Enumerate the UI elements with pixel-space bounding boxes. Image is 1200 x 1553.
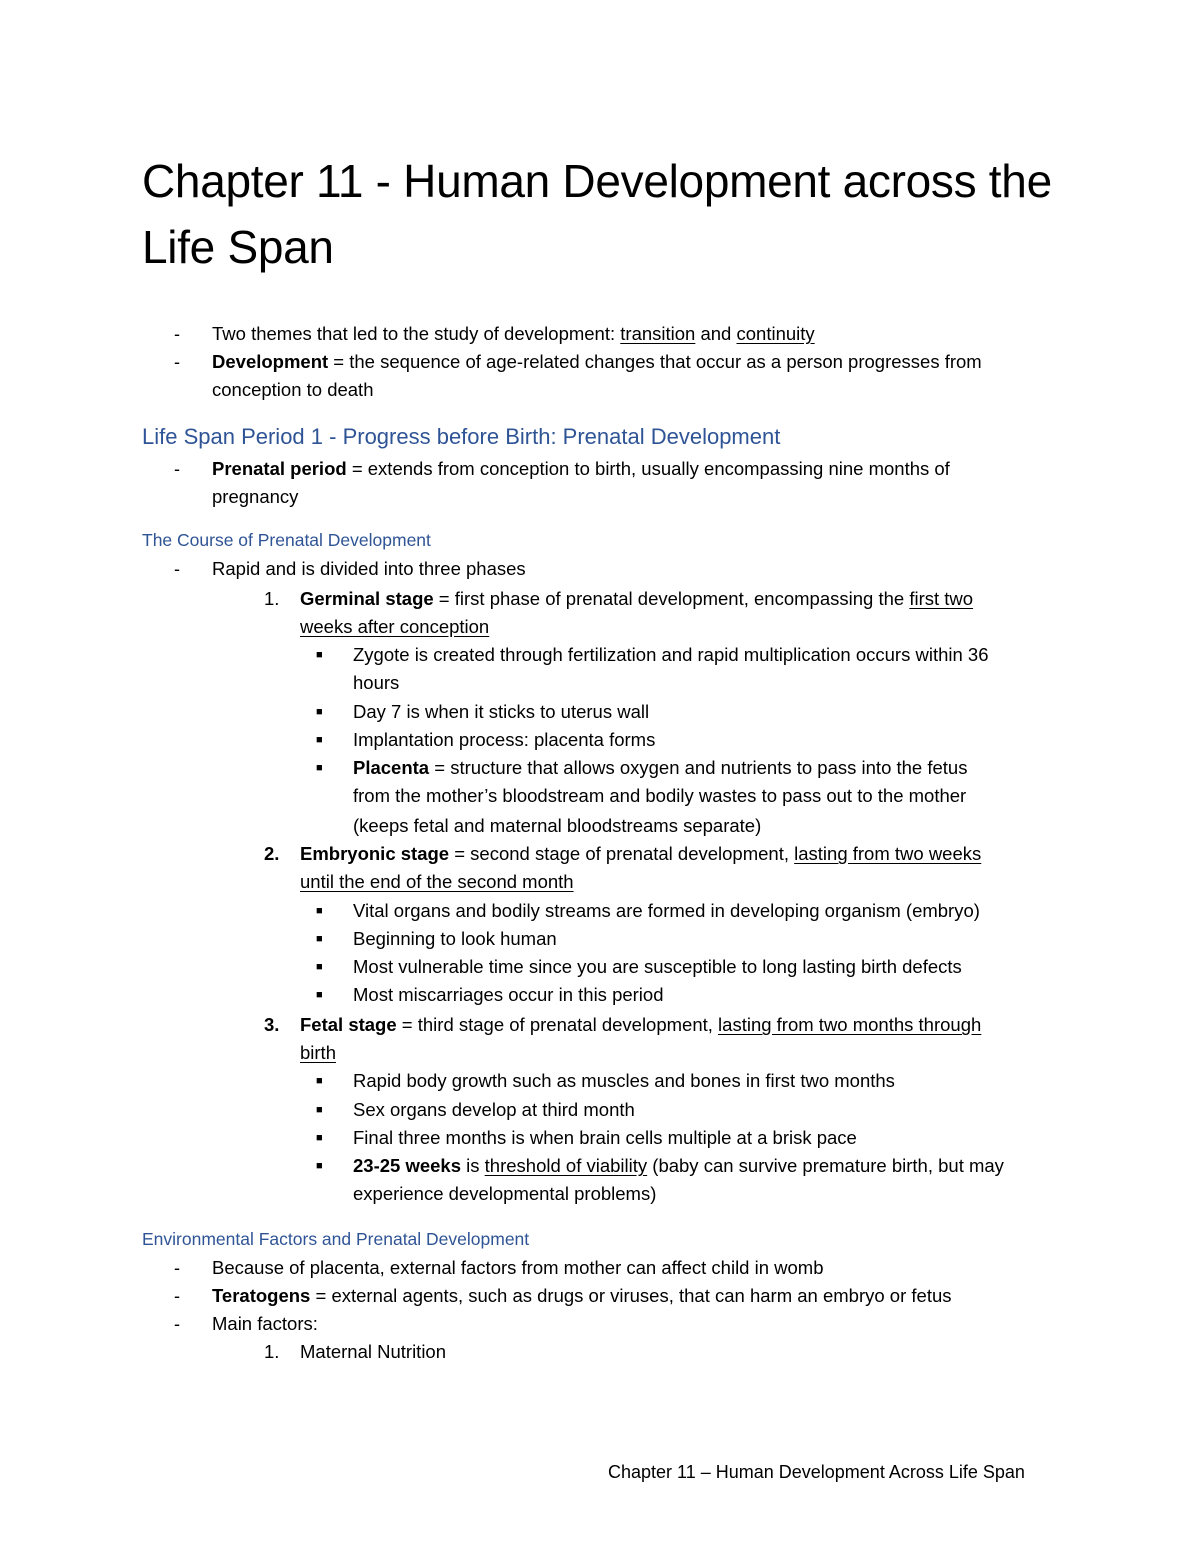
teratogens-definition <box>212 1282 952 1310</box>
fetal-stage-def: = third stage of prenatal development, <box>396 1014 719 1035</box>
list-item: Final three months is when brain cells multiple at a brisk pace <box>353 1127 857 1148</box>
square-bullet: ■ <box>316 1075 323 1087</box>
theme-transition: transition <box>620 323 696 344</box>
list-item: Zygote is created through fertilization and rapid multiplication occurs within 36 <box>353 644 989 665</box>
placenta-term: Placenta <box>353 757 430 778</box>
prenatal-period-def: = extends from conception to birth, usually encompassing nine months of <box>346 458 950 479</box>
fetal-stage-line-cont <box>300 1039 336 1067</box>
development-definition-cont: conception to death <box>212 379 374 400</box>
page-footer: Chapter 11 – Human Development Across Life Span <box>608 1462 1025 1482</box>
fetal-stage-line <box>300 1011 981 1039</box>
viability-weeks: 23-25 weeks <box>353 1155 462 1176</box>
placenta-definition-cont: from the mother’s bloodstream and bodily wastes to pass out to the mother <box>353 785 967 806</box>
dash-bullet: - <box>174 352 180 372</box>
embryonic-underline-cont: until the end of the second month <box>300 871 574 892</box>
germinal-underline: first two <box>909 588 974 609</box>
list-item: Rapid body growth such as muscles and bones in first two months <box>353 1070 895 1091</box>
square-bullet: ■ <box>316 1132 323 1144</box>
development-term: Development <box>212 351 329 372</box>
placenta-definition <box>353 754 967 782</box>
list-item: Implantation process: placenta forms <box>353 729 656 750</box>
dash-bullet: - <box>174 1286 180 1306</box>
subsection-heading-environmental: Environmental Factors and Prenatal Development <box>142 1229 530 1249</box>
dash-bullet: - <box>174 324 180 344</box>
list-item: Day 7 is when it sticks to uterus wall <box>353 701 650 722</box>
course-intro: Rapid and is divided into three phases <box>212 558 526 579</box>
themes-line <box>212 320 815 348</box>
germinal-underline-cont: weeks after conception <box>300 616 490 637</box>
development-definition <box>212 348 982 376</box>
list-item-cont: hours <box>353 672 400 693</box>
placenta-definition-cont: (keeps fetal and maternal bloodstreams separate) <box>353 815 762 836</box>
square-bullet: ■ <box>316 961 323 973</box>
fetal-underline-cont: birth <box>300 1042 336 1063</box>
dash-bullet: - <box>174 459 180 479</box>
main-factors-line: Main factors: <box>212 1313 318 1334</box>
page-title: Chapter 11 - Human Development across the Life Span <box>142 155 1052 273</box>
embryonic-underline: lasting from two weeks <box>794 843 982 864</box>
teratogens-term: Teratogens <box>212 1285 311 1306</box>
square-bullet: ■ <box>316 905 323 917</box>
fetal-stage-term: Fetal stage <box>300 1014 397 1035</box>
list-item: Most vulnerable time since you are susceptible to long lasting birth defects <box>353 956 962 977</box>
fetal-underline: lasting from two months through <box>718 1014 982 1035</box>
square-bullet: ■ <box>316 933 323 945</box>
viability-rest: (baby can survive premature birth, but may <box>647 1155 1004 1176</box>
list-item: Most miscarriages occur in this period <box>353 984 664 1005</box>
square-bullet: ■ <box>316 762 323 774</box>
dash-bullet: - <box>174 1314 180 1334</box>
prenatal-period-definition-cont: pregnancy <box>212 486 299 507</box>
themes-text: Two themes that led to the study of development: <box>212 323 621 344</box>
teratogens-def: = external agents, such as drugs or viruses, that can harm an embryo or fetus <box>310 1285 952 1306</box>
germinal-stage-term: Germinal stage <box>300 588 434 609</box>
list-number: 1. <box>264 588 280 609</box>
list-item: Sex organs develop at third month <box>353 1099 635 1120</box>
square-bullet: ■ <box>316 989 323 1001</box>
theme-continuity: continuity <box>736 323 815 344</box>
development-def: = the sequence of age-related changes that occur as a person progresses from <box>328 351 982 372</box>
viability-is: is <box>461 1155 485 1176</box>
dash-bullet: - <box>174 559 180 579</box>
germinal-stage-line <box>300 585 973 613</box>
list-number: 2. <box>264 843 280 864</box>
viability-line-cont: experience developmental problems) <box>353 1183 657 1204</box>
square-bullet: ■ <box>316 734 323 746</box>
prenatal-period-term: Prenatal period <box>212 458 347 479</box>
embryonic-stage-term: Embryonic stage <box>300 843 450 864</box>
viability-line <box>353 1152 1004 1180</box>
square-bullet: ■ <box>316 706 323 718</box>
dash-bullet: - <box>174 1258 180 1278</box>
embryonic-stage-def: = second stage of prenatal development, <box>449 843 795 864</box>
germinal-stage-def: = first phase of prenatal development, encompassing the <box>433 588 910 609</box>
threshold-of-viability: threshold of viability <box>484 1155 648 1176</box>
square-bullet: ■ <box>316 1160 323 1172</box>
list-number: 3. <box>264 1014 280 1035</box>
subsection-heading-course: The Course of Prenatal Development <box>142 530 431 550</box>
square-bullet: ■ <box>316 649 323 661</box>
environment-line: Because of placenta, external factors from mother can affect child in womb <box>212 1257 824 1278</box>
germinal-stage-line-cont <box>300 613 489 641</box>
section-heading-life-span-period-1: Life Span Period 1 - Progress before Birth: Prenatal Development <box>142 424 781 449</box>
list-item: Vital organs and bodily streams are formed in developing organism (embryo) <box>353 900 980 921</box>
embryonic-stage-line-cont <box>300 868 574 896</box>
factor-maternal-nutrition: Maternal Nutrition <box>300 1341 447 1362</box>
list-number: 1. <box>264 1341 280 1362</box>
prenatal-period-definition <box>212 455 950 483</box>
and-text: and <box>695 323 737 344</box>
square-bullet: ■ <box>316 1104 323 1116</box>
placenta-def: = structure that allows oxygen and nutrients to pass into the fetus <box>429 757 968 778</box>
list-item: Beginning to look human <box>353 928 557 949</box>
embryonic-stage-line <box>300 840 981 868</box>
